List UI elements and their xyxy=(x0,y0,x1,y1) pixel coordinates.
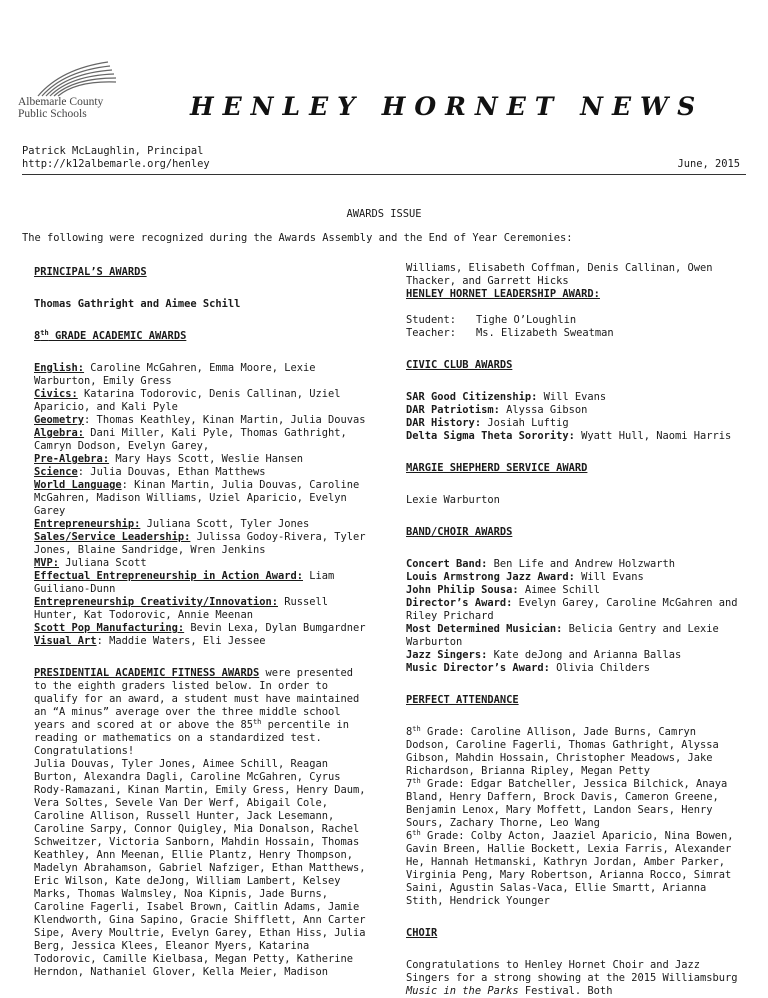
school-url[interactable]: http://k12albemarle.org/henley xyxy=(22,158,210,170)
band-award-label: Concert Band: xyxy=(406,558,488,570)
academic-award-label: Scott Pop Manufacturing: xyxy=(34,622,185,634)
fitness-names-continued: Williams, Elisabeth Coffman, Denis Callinan, Owen Thacker, and Garrett Hicks xyxy=(406,262,713,287)
academic-awards-heading: 8th GRADE ACADEMIC AWARDS xyxy=(34,329,187,342)
grade-number: 7 xyxy=(406,778,413,790)
academic-award-text: : Maddie Waters, Eli Jessee xyxy=(96,635,266,647)
principal-line: Patrick McLaughlin, Principal xyxy=(22,145,204,157)
band-award-text: Kate deJong and Arianna Ballas xyxy=(487,649,682,661)
academic-award-text: : Julia Douvas, Ethan Matthews xyxy=(77,466,266,478)
academic-award-item xyxy=(34,362,370,388)
grade-number: 8 xyxy=(406,726,413,738)
academic-award-label: Effectual Entrepreneurship in Action Award: xyxy=(34,570,303,582)
leadership-name: Tighe O’Loughlin xyxy=(476,314,577,326)
leadership-row xyxy=(406,327,614,340)
leadership-heading: HENLEY HORNET LEADERSHIP AWARD: xyxy=(406,288,600,300)
civic-award-item xyxy=(406,417,742,430)
leadership-role: Teacher: xyxy=(406,327,457,339)
academic-award-label: Science xyxy=(34,466,78,478)
academic-award-label: Algebra: xyxy=(34,427,85,439)
civic-award-label: Delta Sigma Theta Sorority: xyxy=(406,430,575,442)
academic-award-item xyxy=(34,427,370,453)
academic-award-label: Entrepreneurship: xyxy=(34,518,141,530)
academic-awards-list xyxy=(34,362,370,648)
band-award-item xyxy=(406,662,742,675)
band-award-text: Olivia Childers xyxy=(549,662,650,674)
band-award-item xyxy=(406,584,742,597)
grade-suffix: th xyxy=(412,777,421,785)
academic-award-item xyxy=(34,570,370,596)
academic-award-item xyxy=(34,466,370,479)
principal-awards-heading: PRINCIPAL’S AWARDS xyxy=(34,266,147,278)
civic-award-label: SAR Good Citizenship: xyxy=(406,391,538,403)
logo-swoosh-icon xyxy=(30,56,120,100)
academic-award-label: English: xyxy=(34,362,85,374)
academic-award-item xyxy=(34,479,370,518)
band-award-text: Aimee Schill xyxy=(518,584,600,596)
academic-award-item xyxy=(34,414,370,427)
civic-award-text: Wyatt Hull, Naomi Harris xyxy=(574,430,732,442)
civic-awards-list xyxy=(406,391,742,443)
academic-award-text: Dani Miller, Kali Pyle, Thomas Gathright, Camryn Dodson, Evelyn Garey, xyxy=(34,427,347,452)
band-award-label: John Philip Sousa: xyxy=(406,584,519,596)
attendance-heading: PERFECT ATTENDANCE xyxy=(406,694,519,706)
logo-text: Albemarle County Public Schools xyxy=(18,96,104,120)
grade-suffix: th xyxy=(412,725,421,733)
academic-award-label: World Language xyxy=(34,479,122,491)
academic-award-text: Katarina Todorovic, Denis Callinan, Uziel Aparicio, and Kali Pyle xyxy=(34,388,341,413)
margie-heading: MARGIE SHEPHERD SERVICE AWARD xyxy=(406,462,588,474)
civic-award-text: Josiah Luftig xyxy=(481,417,569,429)
academic-award-item xyxy=(34,531,370,557)
band-award-label: Director’s Award: xyxy=(406,597,513,609)
civic-award-item xyxy=(406,391,742,404)
attendance-list xyxy=(406,726,742,908)
header-divider xyxy=(22,174,746,175)
grade-names: Edgar Batcheller, Jessica Bilchick, Anaya Bland, Henry Daffern, Brock Davis, Cameron Greene, Benjamin Lenox, Mary Moffett, Landon Sears, Henry Sours, Zachary Thorne, Leo Wang xyxy=(406,778,728,829)
intro-text: The following were recognized during the Awards Assembly and the End of Year Ceremonies: xyxy=(22,232,573,244)
grade-label: Grade: xyxy=(420,778,465,790)
band-award-item xyxy=(406,623,742,649)
attendance-grade xyxy=(406,830,742,908)
grade-label: Grade: xyxy=(420,726,465,738)
attendance-grade xyxy=(406,778,742,830)
grade-names: Colby Acton, Jaaziel Aparicio, Nina Bowen, Gavin Breen, Hallie Bockett, Lexia Farris, Alexander He, Hannah Hetmanski, Kathryn Jordan, Amber Parker, Virginia Peng, Mary Robertson, Arianna Rocco, Simrat Saini, Agustin Salas-Vaca, Ellie Smartt, Arianna Stith, Hendrick Younger xyxy=(406,830,734,907)
civic-award-label: DAR Patriotism: xyxy=(406,404,500,416)
academic-award-label: Geometry xyxy=(34,414,85,426)
band-award-text: Will Evans xyxy=(574,571,644,583)
civic-award-item xyxy=(406,430,742,443)
academic-award-text: Bevin Lexa, Dylan Bumgardner xyxy=(184,622,366,634)
band-heading: BAND/CHOIR AWARDS xyxy=(406,526,513,538)
band-award-item xyxy=(406,571,742,584)
right-column xyxy=(406,262,742,998)
leadership-name: Ms. Elizabeth Sweatman xyxy=(476,327,614,339)
grade-names: Caroline Allison, Jade Burns, Camryn Dodson, Caroline Fagerli, Thomas Gathright, Alyssa Gibson, Mahdin Hossain, Christopher Meadows, Jake Richardson, Brianna Ripley, Megan Petty xyxy=(406,726,719,777)
band-award-label: Louis Armstrong Jazz Award: xyxy=(406,571,575,583)
band-award-item xyxy=(406,558,742,571)
fitness-names: Julia Douvas, Tyler Jones, Aimee Schill, Reagan Burton, Alexandra Dagli, Caroline McGahren, Cyrus Rody-Ramazani, Kinan Martin, Emily Gress, Henry Daum, Vera Soltes, Sevele Van Der Werf, Abigail Cole, Caroline Allison, Russell Hunter, Jack Lesemann, Caroline Sarpy, Connor Quigley, Mia Donalson, Rachel Schweitzer, Victoria Sanborn, Mahdin Hossain, Thomas Keathley, Ann Meenan, Ellie Plantz, Henry Thompson, Madelyn Abrahamson, Gabriel Nafziger, Ethan Matthews, Eric Wilson, Kate deJong, William Lambert, Kelsey Marks, Thomas Walmsley, Noa Kipnis, Jade Burns, Caroline Fagerli, Isabel Brown, Caitlin Adams, Jamie Klendworth, Gina Sapino, Gracie Shifflett, Ann Carter Sipe, Avery Moultrie, Evelyn Garey, Ethan Hiss, Julia Berg, Jessica Klees, Eleanor Myers, Katarina Todorovic, Camille Kielbasa, Megan Petty, Katherine Herndon, Nathaniel Glover, Kella Meier, Madison xyxy=(34,758,366,978)
academic-award-label: Civics: xyxy=(34,388,78,400)
academic-award-item xyxy=(34,622,370,635)
academic-award-item xyxy=(34,635,370,648)
civic-heading: CIVIC CLUB AWARDS xyxy=(406,359,513,371)
choir-heading: CHOIR xyxy=(406,927,438,939)
newsletter-title: HENLEY HORNET NEWS xyxy=(190,92,705,121)
band-award-label: Most Determined Musician: xyxy=(406,623,563,635)
band-award-item xyxy=(406,597,742,623)
academic-award-text: Liam Guiliano-Dunn xyxy=(34,570,335,595)
band-award-text: Ben Life and Andrew Holzwarth xyxy=(487,558,675,570)
academic-award-item xyxy=(34,388,370,414)
academic-award-label: MVP: xyxy=(34,557,60,569)
academic-award-label: Pre-Algebra: xyxy=(34,453,110,465)
academic-award-text: Russell Hunter, Kat Todorovic, Annie Meenan xyxy=(34,596,329,621)
academic-award-label: Visual Art xyxy=(34,635,97,647)
margie-winner: Lexie Warburton xyxy=(406,494,500,506)
issue-date: June, 2015 xyxy=(677,158,740,170)
choir-text: Congratulations to Henley Hornet Choir and Jazz Singers for a strong showing at the 2015 Williamsburg Music in the Parks Festival. Both xyxy=(406,959,738,997)
issue-label: AWARDS ISSUE xyxy=(346,208,422,220)
principal-awards-winners: Thomas Gathright and Aimee Schill xyxy=(34,298,241,310)
attendance-grade xyxy=(406,726,742,778)
academic-award-label: Sales/Service Leadership: xyxy=(34,531,191,543)
civic-award-item xyxy=(406,404,742,417)
academic-award-item xyxy=(34,453,370,466)
band-award-text: Evelyn Garey, Caroline McGahren and Riley Prichard xyxy=(406,597,738,622)
left-column xyxy=(34,266,370,979)
civic-award-text: Alyssa Gibson xyxy=(499,404,588,416)
band-award-label: Music Director’s Award: xyxy=(406,662,550,674)
band-award-item xyxy=(406,649,742,662)
academic-award-text: Mary Hays Scott, Weslie Hansen xyxy=(109,453,304,465)
academic-award-text: : Kinan Martin, Julia Douvas, Caroline McGahren, Madison Williams, Uziel Aparicio, Evelyn Garey xyxy=(34,479,360,517)
academic-award-text: Julissa Godoy-Rivera, Tyler Jones, Blaine Sandridge, Wren Jenkins xyxy=(34,531,366,556)
academic-award-text: : Thomas Keathley, Kinan Martin, Julia Douvas xyxy=(84,414,366,426)
civic-award-label: DAR History: xyxy=(406,417,482,429)
band-awards-list xyxy=(406,558,742,675)
academic-award-item xyxy=(34,557,370,570)
grade-suffix: th xyxy=(412,829,421,837)
grade-label: Grade: xyxy=(420,830,465,842)
leadership-table xyxy=(406,314,614,340)
civic-award-text: Will Evans xyxy=(537,391,607,403)
leadership-row xyxy=(406,314,614,327)
leadership-role: Student: xyxy=(406,314,457,326)
band-award-text: Belicia Gentry and Lexie Warburton xyxy=(406,623,719,648)
grade-number: 6 xyxy=(406,830,413,842)
band-award-label: Jazz Singers: xyxy=(406,649,488,661)
academic-award-item xyxy=(34,518,370,531)
academic-award-text: Caroline McGahren, Emma Moore, Lexie Warburton, Emily Gress xyxy=(34,362,316,387)
academic-award-text: Juliana Scott xyxy=(59,557,147,569)
fitness-paragraph: PRESIDENTIAL ACADEMIC FITNESS AWARDS were presented to the eighth graders listed below. In order to qualify for an award, a student must have maintained an “A minus” average over the three middle school years and scored at or above the 85th percentile in reading or mathematics on a standardized test. Congratulations! xyxy=(34,667,360,757)
academic-award-item xyxy=(34,596,370,622)
academic-award-text: Juliana Scott, Tyler Jones xyxy=(140,518,310,530)
academic-award-label: Entrepreneurship Creativity/Innovation: xyxy=(34,596,278,608)
